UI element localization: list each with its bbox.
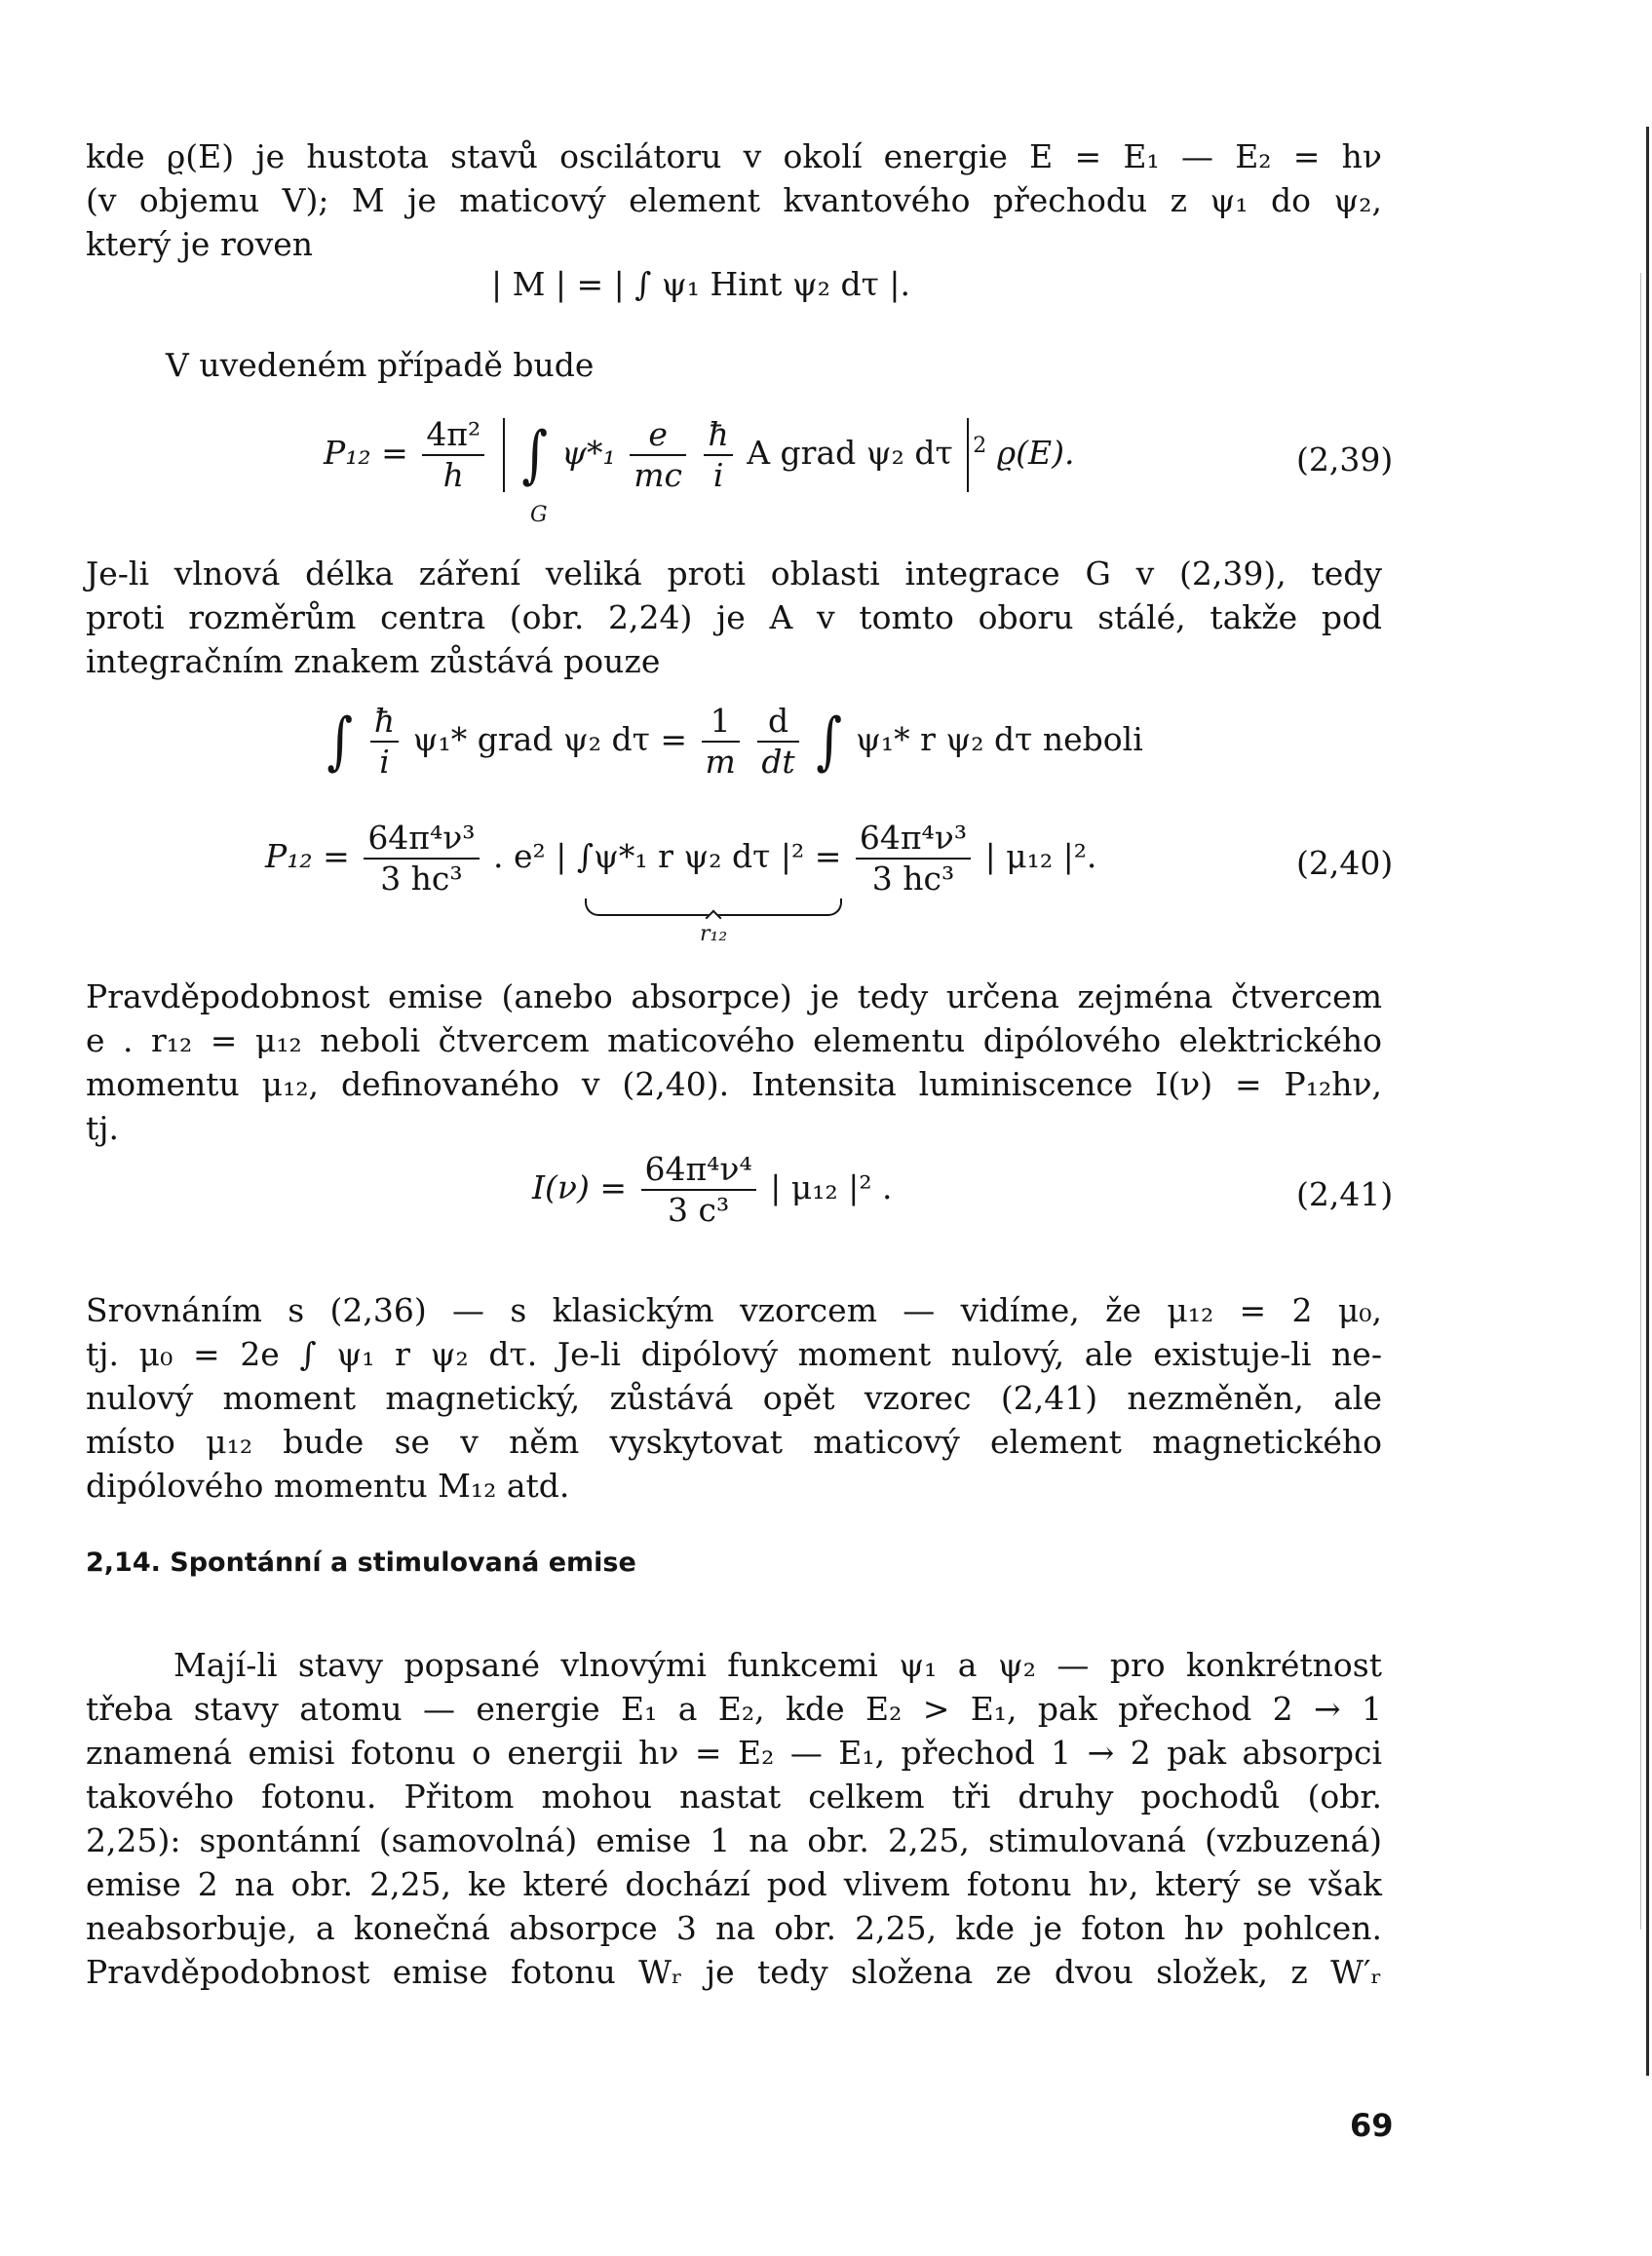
page-number: 69 [1350,2107,1394,2144]
equation-text: | M | = | ∫ ψ₁ Hint ψ₂ dτ |. [491,265,910,303]
text-line: kde ϱ(E) je hustota stavů oscilátoru v okolí energie E = E₁ — E₂ = hν [86,137,1382,175]
paragraph-density-of-states [86,134,1382,266]
exponent: 2 [973,434,987,458]
paragraph-emission-probability [86,975,1382,1150]
text-line: neabsorbuje, a konečná absorpce 3 na obr. 2,25, kde je foton hν pohlcen. [86,1909,1382,1947]
fraction-numerator: ħ [370,702,399,743]
text-line: momentu μ₁₂, definovaného v (2,40). Intensita luminiscence I(ν) = P₁₂hν, [86,1065,1382,1103]
fraction [641,1150,756,1230]
text-line: tj. [86,1109,119,1147]
eq-lhs: P₁₂ = [324,434,408,472]
text-line: tj. μ₀ = 2e ∫ ψ₁ r ψ₂ dτ. Je-li dipólový moment nulový, ale existuje-li ne- [86,1335,1382,1373]
abs-bar-left [503,418,505,492]
fraction [704,415,732,495]
underbrace-label: r₁₂ [700,922,728,946]
equation-number: (2,41) [1296,1175,1394,1213]
paragraph-spontaneous-emission [86,1643,1382,1994]
equation-number: (2,39) [1296,440,1394,478]
text-line: Je-li vlnová délka záření veliká proti oblasti integrace G v (2,39), tedy [86,554,1382,593]
fraction-denominator: h [442,456,464,494]
text-line: znamená emisi fotonu o energii hν = E₂ — E₁, přechod 1 → 2 pak absorpci [86,1734,1382,1772]
text-line: proti rozměrům centra (obr. 2,24) je A v tomto oboru stálé, takže pod [86,598,1382,636]
equation-2-39: P₁₂ = $\frac{\text{4π²}}{h}$ ∫ ψ*₁ $\frac{e}{mc}$ $\frac{ħ}{i}$ A grad ψ₂ dτ $^2$ ϱ(E). G [324,415,1075,527]
text-line: Pravděpodobnost emise (anebo absorpce) je tedy určena zejména čtvercem [86,977,1382,1015]
fraction-numerator: e [630,415,686,456]
eq-tail: ϱ(E). [996,434,1075,472]
equation-2-40 [265,819,1096,899]
text-line: dipólového momentu M₁₂ atd. [86,1467,570,1505]
text-line: Srovnáním s (2,36) — s klasickým vzorcem — vidíme, že μ₁₂ = 2 μ₀, [86,1291,1382,1329]
abs-bar-right [967,418,969,492]
fraction-denominator: 3 c³ [668,1191,730,1229]
text-line: 2,25): spontánní (samovolná) emise 1 na obr. 2,25, stimulovaná (vzbuzená) [86,1821,1382,1859]
integrand: ψ*₁ [561,434,616,472]
eq-tail: | μ₁₂ |². [984,837,1097,875]
text-line: integračním znakem zůstává pouze [86,642,661,680]
fraction-numerator: ħ [704,415,732,456]
paragraph-wavelength [86,552,1382,683]
equation-2-41 [532,1150,893,1230]
paragraph-in-this-case [166,343,1043,387]
text-line: Pravděpodobnost emise fotonu Wᵣ je tedy složena ze dvou složek, z W′ᵣ [86,1953,1382,1991]
eq-lhs: P₁₂ = [265,837,350,875]
fraction-numerator: 64π⁴ν⁴ [641,1150,756,1191]
text-line: místo μ₁₂ bude se v něm vyskytovat maticový element magnetického [86,1423,1382,1461]
text-line: takového fotonu. Přitom mohou nastat celkem tři druhy pochodů (obr. [86,1778,1382,1816]
fraction [364,819,479,899]
eq-body: A grad ψ₂ dτ [747,434,953,472]
text-line: nulový moment magnetický, zůstává opět vzorec (2,41) nezměněn, ale [86,1379,1382,1417]
page-edge-line [1640,273,1641,1930]
text-line: (v objemu V); M je maticový element kvantového přechodu z ψ₁ do ψ₂, [86,181,1382,219]
equation-integral-identity: ∫ $\frac{ħ}{i}$ ψ₁* grad ψ₂ dτ = $\frac{1}{m}$ $\frac{d}{dt}$ ∫ ψ₁* r ψ₂ dτ neboli [327,702,1143,781]
fraction-denominator: m [705,743,736,781]
fraction-numerator: d [757,702,798,743]
page-edge-shadow [1646,127,1649,2076]
text-line: třeba stavy atomu — energie E₁ a E₂, kde E₂ > E₁, pak přechod 2 → 1 [86,1690,1382,1728]
fraction-denominator: dt [761,743,795,781]
fraction-numerator: 1 [702,702,740,743]
fraction-numerator: 64π⁴ν³ [856,819,971,860]
fraction-denominator: i [712,456,724,494]
text-line: V uvedeném případě bude [166,346,595,384]
fraction-denominator: 3 hc³ [871,860,955,898]
text-line: emise 2 na obr. 2,25, ke které dochází pod vlivem fotonu hν, který se však [86,1865,1382,1903]
section-heading: 2,14. Spontánní a stimulovaná emise [86,1548,636,1578]
fraction [630,415,686,495]
eq-left: ψ₁* grad ψ₂ dτ = [412,720,688,758]
eq-tail: | μ₁₂ |² . [770,1168,893,1206]
eq-lhs: I(ν) = [532,1168,627,1206]
fraction-numerator: 4π² [422,415,484,456]
fraction [856,819,971,899]
paragraph-comparison [86,1288,1382,1508]
fraction [422,415,484,495]
fraction [702,702,740,782]
fraction [370,702,399,782]
integral-limit: G [530,503,548,527]
eq-right: ψ₁* r ψ₂ dτ neboli [856,720,1143,758]
fraction-numerator: 64π⁴ν³ [364,819,479,860]
text-line: e . r₁₂ = μ₁₂ neboli čtvercem maticového elementu dipólového elektrického [86,1021,1382,1059]
text-line: Mají-li stavy popsané vlnovými funkcemi ψ₁ a ψ₂ — pro konkrétnost [173,1646,1382,1684]
fraction-denominator: mc [634,456,682,494]
fraction [757,702,798,782]
text-line: který je roven [86,225,314,263]
equation-matrix-element [491,265,910,303]
equation-number: (2,40) [1296,844,1394,882]
fraction-denominator: i [379,743,390,781]
eq-middle: . e² | ∫ψ*₁ r ψ₂ dτ |² = [493,837,842,875]
fraction-denominator: 3 hc³ [380,860,463,898]
